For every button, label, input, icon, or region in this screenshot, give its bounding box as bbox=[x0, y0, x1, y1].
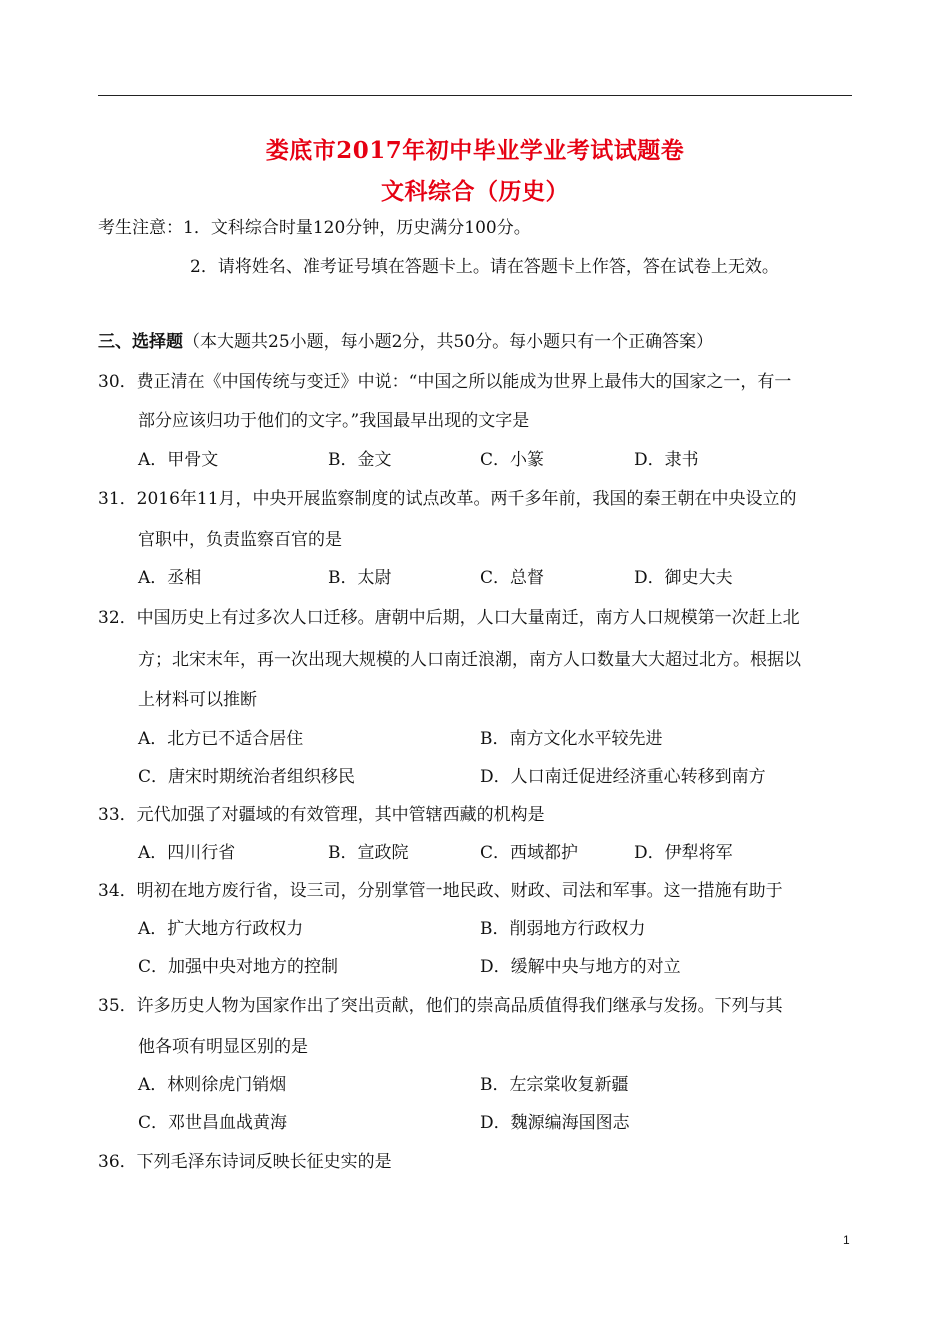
question-31-option-b: B．太尉 bbox=[328, 568, 392, 588]
section-description: （本大题共25小题，每小题2分，共50分。每小题只有一个正确答案） bbox=[183, 332, 714, 352]
question-30-stem-2: 部分应该归功于他们的文字。”我国最早出现的文字是 bbox=[138, 411, 530, 431]
exam-subtitle: 文科综合（历史） bbox=[381, 178, 569, 205]
question-36-stem-1: 36．下列毛泽东诗词反映长征史实的是 bbox=[98, 1152, 392, 1172]
question-32-option-c: C．唐宋时期统治者组织移民 bbox=[138, 767, 356, 787]
question-31-stem-2: 官职中，负责监察百官的是 bbox=[138, 530, 342, 550]
question-33-option-d: D．伊犁将军 bbox=[634, 843, 733, 863]
question-33-stem-1: 33．元代加强了对疆域的有效管理，其中管辖西藏的机构是 bbox=[98, 805, 545, 825]
question-34-option-c: C．加强中央对地方的控制 bbox=[138, 957, 339, 977]
question-32-option-b: B．南方文化水平较先进 bbox=[480, 729, 663, 749]
question-34-option-b: B．削弱地方行政权力 bbox=[480, 919, 646, 939]
question-34-stem-1: 34．明初在地方废行省，设三司，分别掌管一地民政、财政、司法和军事。这一措施有助于 bbox=[98, 881, 783, 901]
exam-title: 娄底市2017年初中毕业学业考试试题卷 bbox=[265, 137, 685, 164]
notice-line-2: 2．请将姓名、准考证号填在答题卡上。请在答题卡上作答，答在试卷上无效。 bbox=[190, 257, 779, 277]
question-35-option-b: B．左宗棠收复新疆 bbox=[480, 1075, 629, 1095]
notice-line-1: 考生注意：1．文科综合时量120分钟，历史满分100分。 bbox=[98, 218, 531, 238]
question-30-option-c: C．小篆 bbox=[480, 450, 545, 470]
question-33-option-b: B．宣政院 bbox=[328, 843, 409, 863]
section-header bbox=[98, 330, 713, 354]
question-30-stem-1: 30．费正清在《中国传统与变迁》中说：“中国之所以能成为世界上最伟大的国家之一，有一 bbox=[98, 372, 792, 392]
question-30-option-d: D．隶书 bbox=[634, 450, 699, 470]
question-35-stem-1: 35．许多历史人物为国家作出了突出贡献，他们的崇高品质值得我们继承与发扬。下列与其 bbox=[98, 996, 783, 1016]
question-35-option-d: D．魏源编海国图志 bbox=[480, 1113, 630, 1133]
section-heading: 三、选择题 bbox=[98, 332, 183, 352]
question-32-stem-1: 32．中国历史上有过多次人口迁移。唐朝中后期，人口大量南迁，南方人口规模第一次赶上北 bbox=[98, 608, 800, 628]
question-35-option-a: A．林则徐虎门销烟 bbox=[138, 1075, 287, 1095]
question-35-option-c: C．邓世昌血战黄海 bbox=[138, 1113, 288, 1133]
question-31-option-c: C．总督 bbox=[480, 568, 545, 588]
question-34-option-d: D．缓解中央与地方的对立 bbox=[480, 957, 681, 977]
question-33-option-a: A．四川行省 bbox=[138, 843, 236, 863]
question-31-stem-1: 31．2016年11月，中央开展监察制度的试点改革。两千多年前，我国的秦王朝在中央设立的 bbox=[98, 489, 797, 509]
header-rule bbox=[98, 95, 852, 96]
question-32-stem-3: 上材料可以推断 bbox=[138, 690, 257, 710]
question-35-stem-2: 他各项有明显区别的是 bbox=[138, 1037, 308, 1057]
question-32-option-d: D．人口南迁促进经济重心转移到南方 bbox=[480, 767, 766, 787]
question-33-option-c: C．西域都护 bbox=[480, 843, 579, 863]
question-30-option-b: B．金文 bbox=[328, 450, 392, 470]
page-number: 1 bbox=[843, 1233, 850, 1247]
question-32-stem-2: 方；北宋末年，再一次出现大规模的人口南迁浪潮，南方人口数量大大超过北方。根据以 bbox=[138, 650, 801, 670]
question-34-option-a: A．扩大地方行政权力 bbox=[138, 919, 304, 939]
question-31-option-d: D．御史大夫 bbox=[634, 568, 733, 588]
question-31-option-a: A．丞相 bbox=[138, 568, 202, 588]
question-32-option-a: A．北方已不适合居住 bbox=[138, 729, 304, 749]
question-30-option-a: A．甲骨文 bbox=[138, 450, 219, 470]
